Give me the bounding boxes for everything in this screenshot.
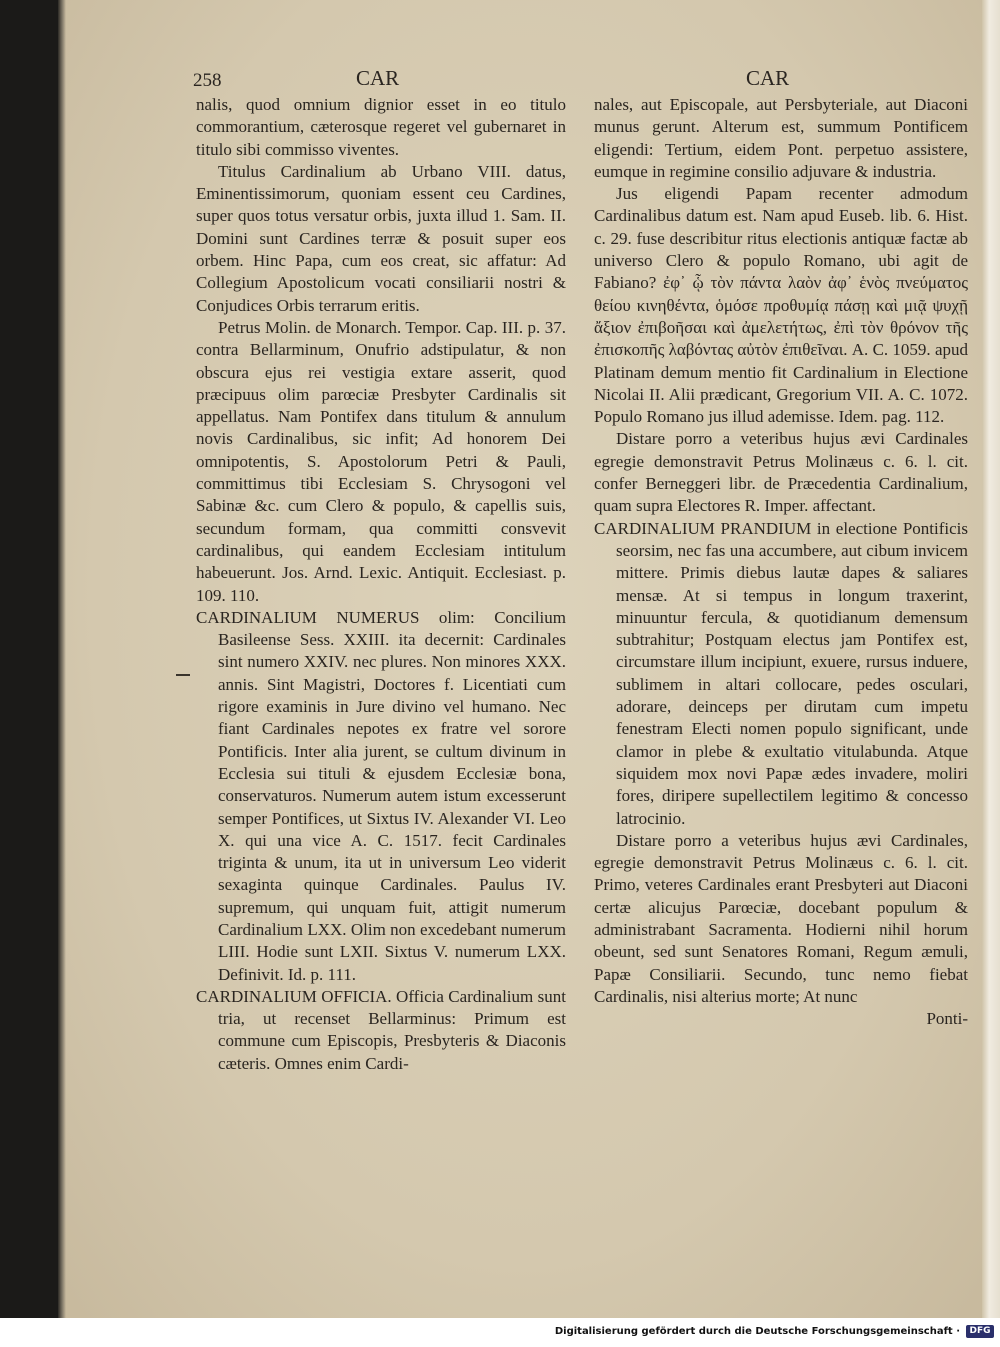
- dfg-logo-icon: DFG: [966, 1325, 994, 1338]
- paragraph: nalis, quod omnium dignior esset in eo titulo commorantium, cæterosque regeret vel gubernaret in titulo sibi commisso viventes.: [196, 95, 566, 159]
- paragraph: Distare porro a veteribus hujus ævi Cardinales, egregie demonstravit Petrus Molinæus c. 6. l. cit. Primo, veteres Cardinales erant Presbyteri aut Diaconi certæ alicujus Parœciæ, docebant populum & administrabant Sacramenta. Hodierni nihil horum obeunt, sed sunt Senatores Romani, Regum æmuli, Papæ Consiliarii. Secundo, tunc nemo fiebat Cardinalis, nisi alterius morte; At nunc: [594, 830, 968, 1006]
- paragraph: Titulus Cardinalium ab Urbano VIII. datus, Eminentissimorum, quoniam essent ceu Cardines, super quos totus versatur orbis, juxta illud 1. Sam. II. Domini sunt Cardines terræ & posuit super eos orbem. Hinc Papa, cum eos creat, sic affatur: Ad Collegium Apostolicum vocati consiliarii nostri & Conjudices Orbis terrarum eritis.: [196, 161, 566, 315]
- right-column: [594, 94, 968, 1030]
- entry-cardinalium-numerus: CARDINALIUM NUMERUS olim: Concilium Basileense Sess. XXIII. ita decernit: Cardinales sint numero XXIV. nec plures. Non minores XXX. annis. Sint Magistri, Doctores f. Licentiati cum rigore examinis in Jure divino vel humano. Nec fiant Cardinales nepotes ex fratre vel sorore Pontificis. Inter alia jurent, se cultum divinum in Ecclesia sui tituli & ejusdem Ecclesiæ bona, conservaturos. Numerum autem istum excesserunt semper Pontifices, ut Sixtus IV. Alexander VI. Leo X. qui una vice A. C. 1517. fecit Cardinales triginta & unum, ita ut in universum Leo viderit sexaginta quinque Cardinales. Paulus IV. supremum, qui unquam fuit, attigit numerum Cardinalium LXX. Olim non excedebant numerum LIII. Hodie sunt LXII. Sixtus V. numerum LXX. Definivit. Id. p. 111.: [196, 607, 566, 984]
- entry-cardinalium-prandium: CARDINALIUM PRANDIUM in electione Pontificis seorsim, nec fas una accumbere, aut cibum invicem mittere. Primis diebus lautæ dapes & saliares mensæ. At si tempus in longum traxerint, minuuntur fercula, & quotidianum demensum subtrahitur; Postquam electus jam Pontifex est, circumstare illum incipiunt, exuere, rursus induere, sublimem in altari collocare, pedes osculari, adorare, deinceps per dirutam cum impetu fenestram Electi nomen populo significant, unde clamor in plebe & exultatio vitulabunda. Atque siquidem mox novi Papæ ædes invadere, moliri fores, diripere supellectilem legitimo & concesso latrocinio.: [594, 518, 968, 828]
- paragraph: Petrus Molin. de Monarch. Tempor. Cap. III. p. 37. contra Bellarminum, Onufrio adstipulatur, & non obscura ejus rei vestigia extare asserit, quod præcipuus olim parœciæ Presbyter Cardinalis sit appellatus. Nam Pontifex dans titulum & annulum novis Cardinalibus, sic infit; Ad honorem Dei omnipotentis, S. Apostolorum Petri & Pauli, committimus tibi Ecclesiam S. Chrysogoni vel Sabinæ &c. cum Clero & populo, & capellis suis, secundum formam, qua committi consvevit cardinalibus, qui eandem Ecclesiam intitulum habeuerunt. Jos. Arnd. Lexic. Antiquit. Ecclesiast. p. 109. 110.: [196, 317, 566, 605]
- catchword: Ponti-: [926, 1009, 968, 1029]
- left-column: [196, 94, 566, 1075]
- paragraph: Distare porro a veteribus hujus ævi Cardinales egregie demonstravit Petrus Molinæus c. 6. l. cit. confer Berneggeri libr. de Præcedentia Cardinalium, quam supra Electores R. Imper. affectant.: [594, 429, 968, 516]
- paragraph: nales, aut Episcopale, aut Persbyteriale, aut Diaconi munus gerunt. Alterum est, summum Pontificem eligendi: Tertium, eidem Pont. perpetuo assistere, eumque in regimine consilio adjuvare & industria.: [594, 95, 968, 181]
- running-head-right: CAR: [746, 66, 790, 90]
- margin-mark: [176, 674, 190, 676]
- entry-cardinalium-officia: CARDINALIUM OFFICIA. Officia Cardinalium sunt tria, ut recenset Bellarminus: Primum est commune cum Episcopis, Presbyteris & Diaconis cæteris. Omnes enim Cardi-: [196, 986, 566, 1073]
- page-gutter: [58, 0, 66, 1318]
- paragraph: Jus eligendi Papam recenter admodum Cardinalibus datum est. Nam apud Euseb. lib. 6. Hist. c. 29. fuse describitur ritus electionis antiquæ factæ ab universo Clero & populo Romano, ubi agit de Fabiano? ἐφ᾽ ᾧ τὸν πάντα λαὸν ἀφ᾽ ἑνὸς πνεύματος θείου κινηθέντα, ὁμόσε προθυμίᾳ πάσῃ καὶ μιᾷ ψυχῇ ἄξιον ἐπιβοῆσαι καὶ ἀμελετήτως, ἐπὶ τὸν θρόνον τῆς ἐπισκοπῆς λαβόντας αὐτὸν ἐπιθεῖναι. A. C. 1059. apud Platinam demum mentio fit Cardinalium in Electione Nicolai II. Alii prædicant, Gregorium VII. A. C. 1072. Populo Romano jus illud ademisse. Idem. pag. 112.: [594, 184, 968, 427]
- footer-credit: Digitalisierung gefördert durch die Deutsche Forschungsgemeinschaft ·: [554, 1326, 960, 1337]
- page-number: 258: [193, 70, 222, 91]
- page-edge: [982, 0, 1000, 1318]
- running-head-left: CAR: [356, 66, 400, 90]
